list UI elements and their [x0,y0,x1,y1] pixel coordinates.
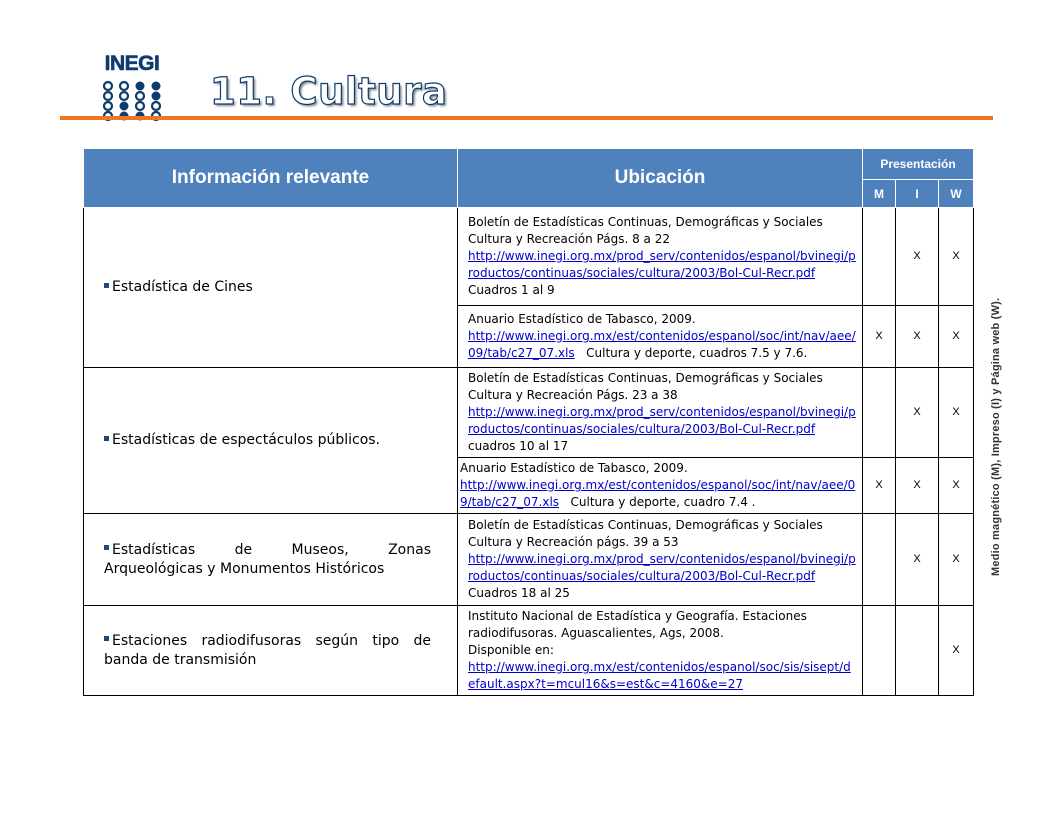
source-line: Boletín de Estadísticas Continuas, Demográficas y Sociales [468,371,823,385]
table-row [84,514,974,606]
source-line: Disponible en: [468,643,554,657]
mark-w: X [939,514,974,606]
source-link[interactable]: http://www.inegi.org.mx/est/contenidos/espanol/soc/sis/sisept/default.aspx?t=mcul16&s=est&c=4160&e=27 [468,660,851,691]
topic-cell [84,514,458,606]
mark-w: X [939,306,974,368]
table-row [84,208,974,306]
topic-cell [84,368,458,514]
source-note: cuadros 10 al 17 [468,439,569,453]
source-line: Cultura y Recreación Págs. 23 a 38 [468,388,678,402]
source-note: Cultura y deporte, cuadro 7.4 . [570,495,756,509]
mark-i [896,606,939,696]
bullet-icon [104,636,109,641]
mark-w: X [939,368,974,458]
mark-i: X [896,306,939,368]
mark-m: X [863,306,896,368]
mark-m: X [863,458,896,514]
ubicacion-cell [458,606,863,696]
bullet-icon [104,436,109,441]
source-link[interactable]: http://www.inegi.org.mx/est/contenidos/espanol/soc/int/nav/aee/09/tab/c27_07.xls [460,478,856,509]
source-line: radiodifusoras. Aguascalientes, Ags, 2008. [468,626,724,640]
mark-w: X [939,458,974,514]
topic-text-line1: Estadísticas de Museos, Zonas [112,541,431,558]
mark-i: X [896,368,939,458]
source-line: Anuario Estadístico de Tabasco, 2009. [468,312,696,326]
mark-m [863,514,896,606]
topic-text-line2: Arqueológicas y Monumentos Históricos [104,560,385,577]
side-note: Medio magnético (M), Impreso (I) y Página web (W). [990,297,1002,576]
source-line: Instituto Nacional de Estadística y Geografía. Estaciones [468,609,807,623]
mark-i: X [896,514,939,606]
topic-text: Estadísticas de espectáculos públicos. [112,432,381,448]
info-table [83,148,974,696]
header-info: Información relevante [84,149,458,208]
ubicacion-cell [458,514,863,606]
source-link[interactable]: http://www.inegi.org.mx/prod_serv/contenidos/espanol/bvinegi/productos/continuas/sociales/cultura/2003/Bol-Cul-Recr.pdf [468,249,856,280]
header-w: W [939,180,974,208]
mark-i: X [896,458,939,514]
topic-text-line1: Estaciones radiodifusoras según tipo de [112,632,431,649]
orange-divider [60,116,993,120]
bullet-icon [104,545,109,550]
source-link[interactable]: http://www.inegi.org.mx/prod_serv/contenidos/espanol/bvinegi/productos/continuas/sociales/cultura/2003/Bol-Cul-Recr.pdf [468,405,856,436]
table-row [84,368,974,458]
topic-cell [84,606,458,696]
mark-m [863,368,896,458]
source-line: Cultura y Recreación Págs. 8 a 22 [468,232,670,246]
header-presentacion: Presentación [863,149,974,180]
ubicacion-cell [458,306,863,368]
mark-w: X [939,606,974,696]
mark-i: X [896,208,939,306]
mark-w: X [939,208,974,306]
source-line: Boletín de Estadísticas Continuas, Demográficas y Sociales [468,215,823,229]
table-row [84,606,974,696]
logo-text: INEGI [104,52,160,75]
topic-text-line2: banda de transmisión [104,651,257,668]
source-line: Boletín de Estadísticas Continuas, Demográficas y Sociales [468,518,823,532]
header-m: M [863,180,896,208]
topic-text: Estadística de Cines [112,279,253,295]
source-line: Anuario Estadístico de Tabasco, 2009. [460,461,688,475]
source-note: Cuadros 1 al 9 [468,283,555,297]
header-i: I [896,180,939,208]
ubicacion-cell [458,208,863,306]
bullet-icon [104,283,109,288]
source-link[interactable]: http://www.inegi.org.mx/prod_serv/contenidos/espanol/bvinegi/productos/continuas/sociales/cultura/2003/Bol-Cul-Recr.pdf [468,552,856,583]
source-line: Cultura y Recreación págs. 39 a 53 [468,535,679,549]
page-title: 11. Cultura [210,70,448,113]
source-note: Cultura y deporte, cuadros 7.5 y 7.6. [586,346,808,360]
ubicacion-cell [458,458,863,514]
topic-cell [84,208,458,368]
mark-m [863,606,896,696]
header-ubicacion: Ubicación [458,149,863,208]
mark-m [863,208,896,306]
source-link[interactable]: http://www.inegi.org.mx/est/contenidos/espanol/soc/int/nav/aee/09/tab/c27_07.xls [468,329,856,360]
source-note: Cuadros 18 al 25 [468,586,570,600]
ubicacion-cell [458,368,863,458]
